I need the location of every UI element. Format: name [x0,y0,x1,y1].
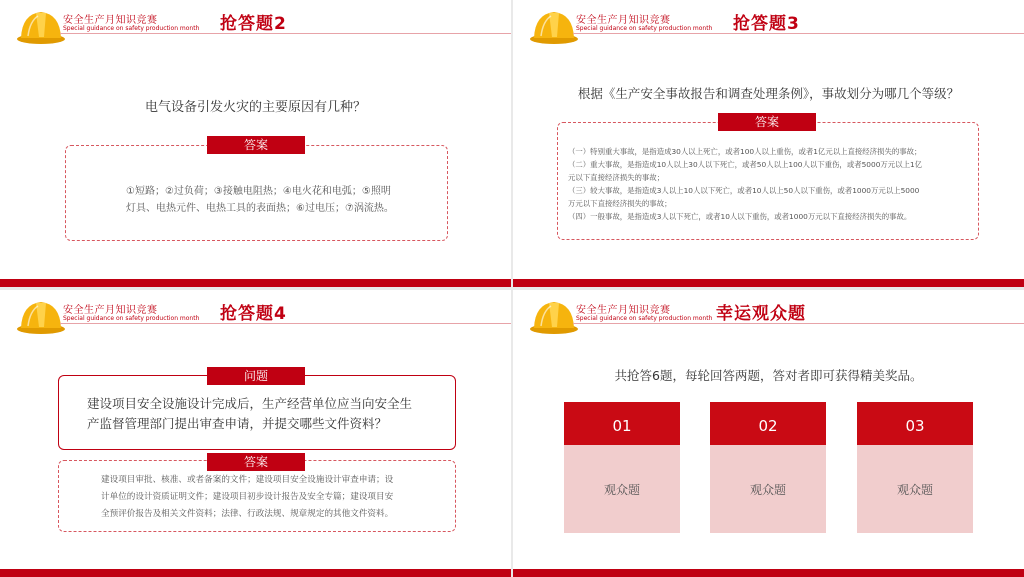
question-box [58,375,456,450]
card-number: 01 [564,402,680,445]
footer-bar [0,569,511,577]
brand-title: 安全生产月知识竞赛 [576,15,671,26]
answer-text [101,472,393,523]
slide-question-2[interactable] [0,0,511,287]
answer-line: （一）特别重大事故，是指造成30人以上死亡，或者100人以上重伤，或者1亿元以上直接经济损失的事故； [568,147,922,156]
helmet-icon [529,296,579,336]
brand-title: 安全生产月知识竞赛 [576,305,671,316]
brand-subtitle: Special guidance on safety production month [63,25,200,32]
slide-question-3[interactable] [513,0,1024,287]
footer-bar [513,279,1024,287]
card-label: 观众题 [564,445,680,533]
brand-title: 安全生产月知识竞赛 [63,305,158,316]
slide-title: 抢答题3 [733,14,800,34]
brand-subtitle: Special guidance on safety production month [576,25,713,32]
audience-card-1[interactable] [564,402,680,533]
question-text: 根据《生产安全事故报告和调查处理条例》，事故划分为哪几个等级？ [577,86,960,101]
question-tag: 问题 [207,367,305,385]
answer-tag: 答案 [207,453,305,471]
helmet-icon [16,296,66,336]
answer-line: 灯具、电热元件、电热工具的表面热；⑥过电压；⑦涡流热。 [126,203,394,214]
card-number: 02 [710,402,826,445]
answer-line: （三）较大事故，是指造成3人以上10人以下死亡，或者10人以上50人以下重伤，或者1000万元以上5000 [568,186,920,195]
answer-line: 万元以下直接经济损失的事故； [568,199,672,208]
slide-title: 幸运观众题 [716,304,806,324]
question-line: 建设项目安全设施设计完成后，生产经营单位应当向安全生 [87,396,413,411]
slide-question-4[interactable] [0,290,511,577]
answer-line: 建设项目审批、核准、或者备案的文件；建设项目安全设施设计审查申请；设 [101,475,394,485]
answer-line: 计单位的设计资质证明文件；建设项目初步设计报告及安全专篇；建设项目安 [101,492,394,502]
answer-text [568,145,922,223]
card-label: 观众题 [857,445,973,533]
brand-subtitle: Special guidance on safety production month [63,315,200,322]
answer-line: 全预评价报告及相关文件资料；法律、行政法规、规章规定的其他文件资料。 [101,509,394,519]
question-text: 电气设备引发火灾的主要原因有几种？ [144,100,366,115]
brand-subtitle: Special guidance on safety production month [576,315,713,322]
card-number: 03 [857,402,973,445]
answer-line: ①短路；②过负荷；③接触电阻热；④电火花和电弧；⑤照明 [126,186,391,197]
answer-tag: 答案 [718,113,816,131]
slide-title: 抢答题4 [220,304,287,324]
audience-card-3[interactable] [857,402,973,533]
helmet-icon [16,6,66,46]
answer-tag: 答案 [207,136,305,154]
answer-box [65,145,448,241]
answer-line: （四）一般事故，是指造成3人以下死亡，或者10人以下重伤，或者1000万元以下直接经济损失的事故。 [568,212,912,221]
slide-title: 抢答题2 [220,14,287,34]
card-label: 观众题 [710,445,826,533]
brand-title: 安全生产月知识竞赛 [63,15,158,26]
footer-bar [0,279,511,287]
intro-text: 共抢答6题，每轮回答两题，答对者即可获得精美奖品。 [614,368,923,383]
question-text [87,394,435,434]
footer-bar [513,569,1024,577]
answer-line: （二）重大事故，是指造成10人以上30人以下死亡，或者50人以上100人以下重伤，或者5000万元以上1亿 [568,160,923,169]
question-line: 产监督管理部门提出审查申请，并提交哪些文件资料？ [87,416,388,431]
answer-line: 元以下直接经济损失的事故； [568,173,665,182]
slide-lucky-audience[interactable] [513,290,1024,577]
audience-card-2[interactable] [710,402,826,533]
answer-text [126,183,394,217]
helmet-icon [529,6,579,46]
answer-box [557,122,979,240]
